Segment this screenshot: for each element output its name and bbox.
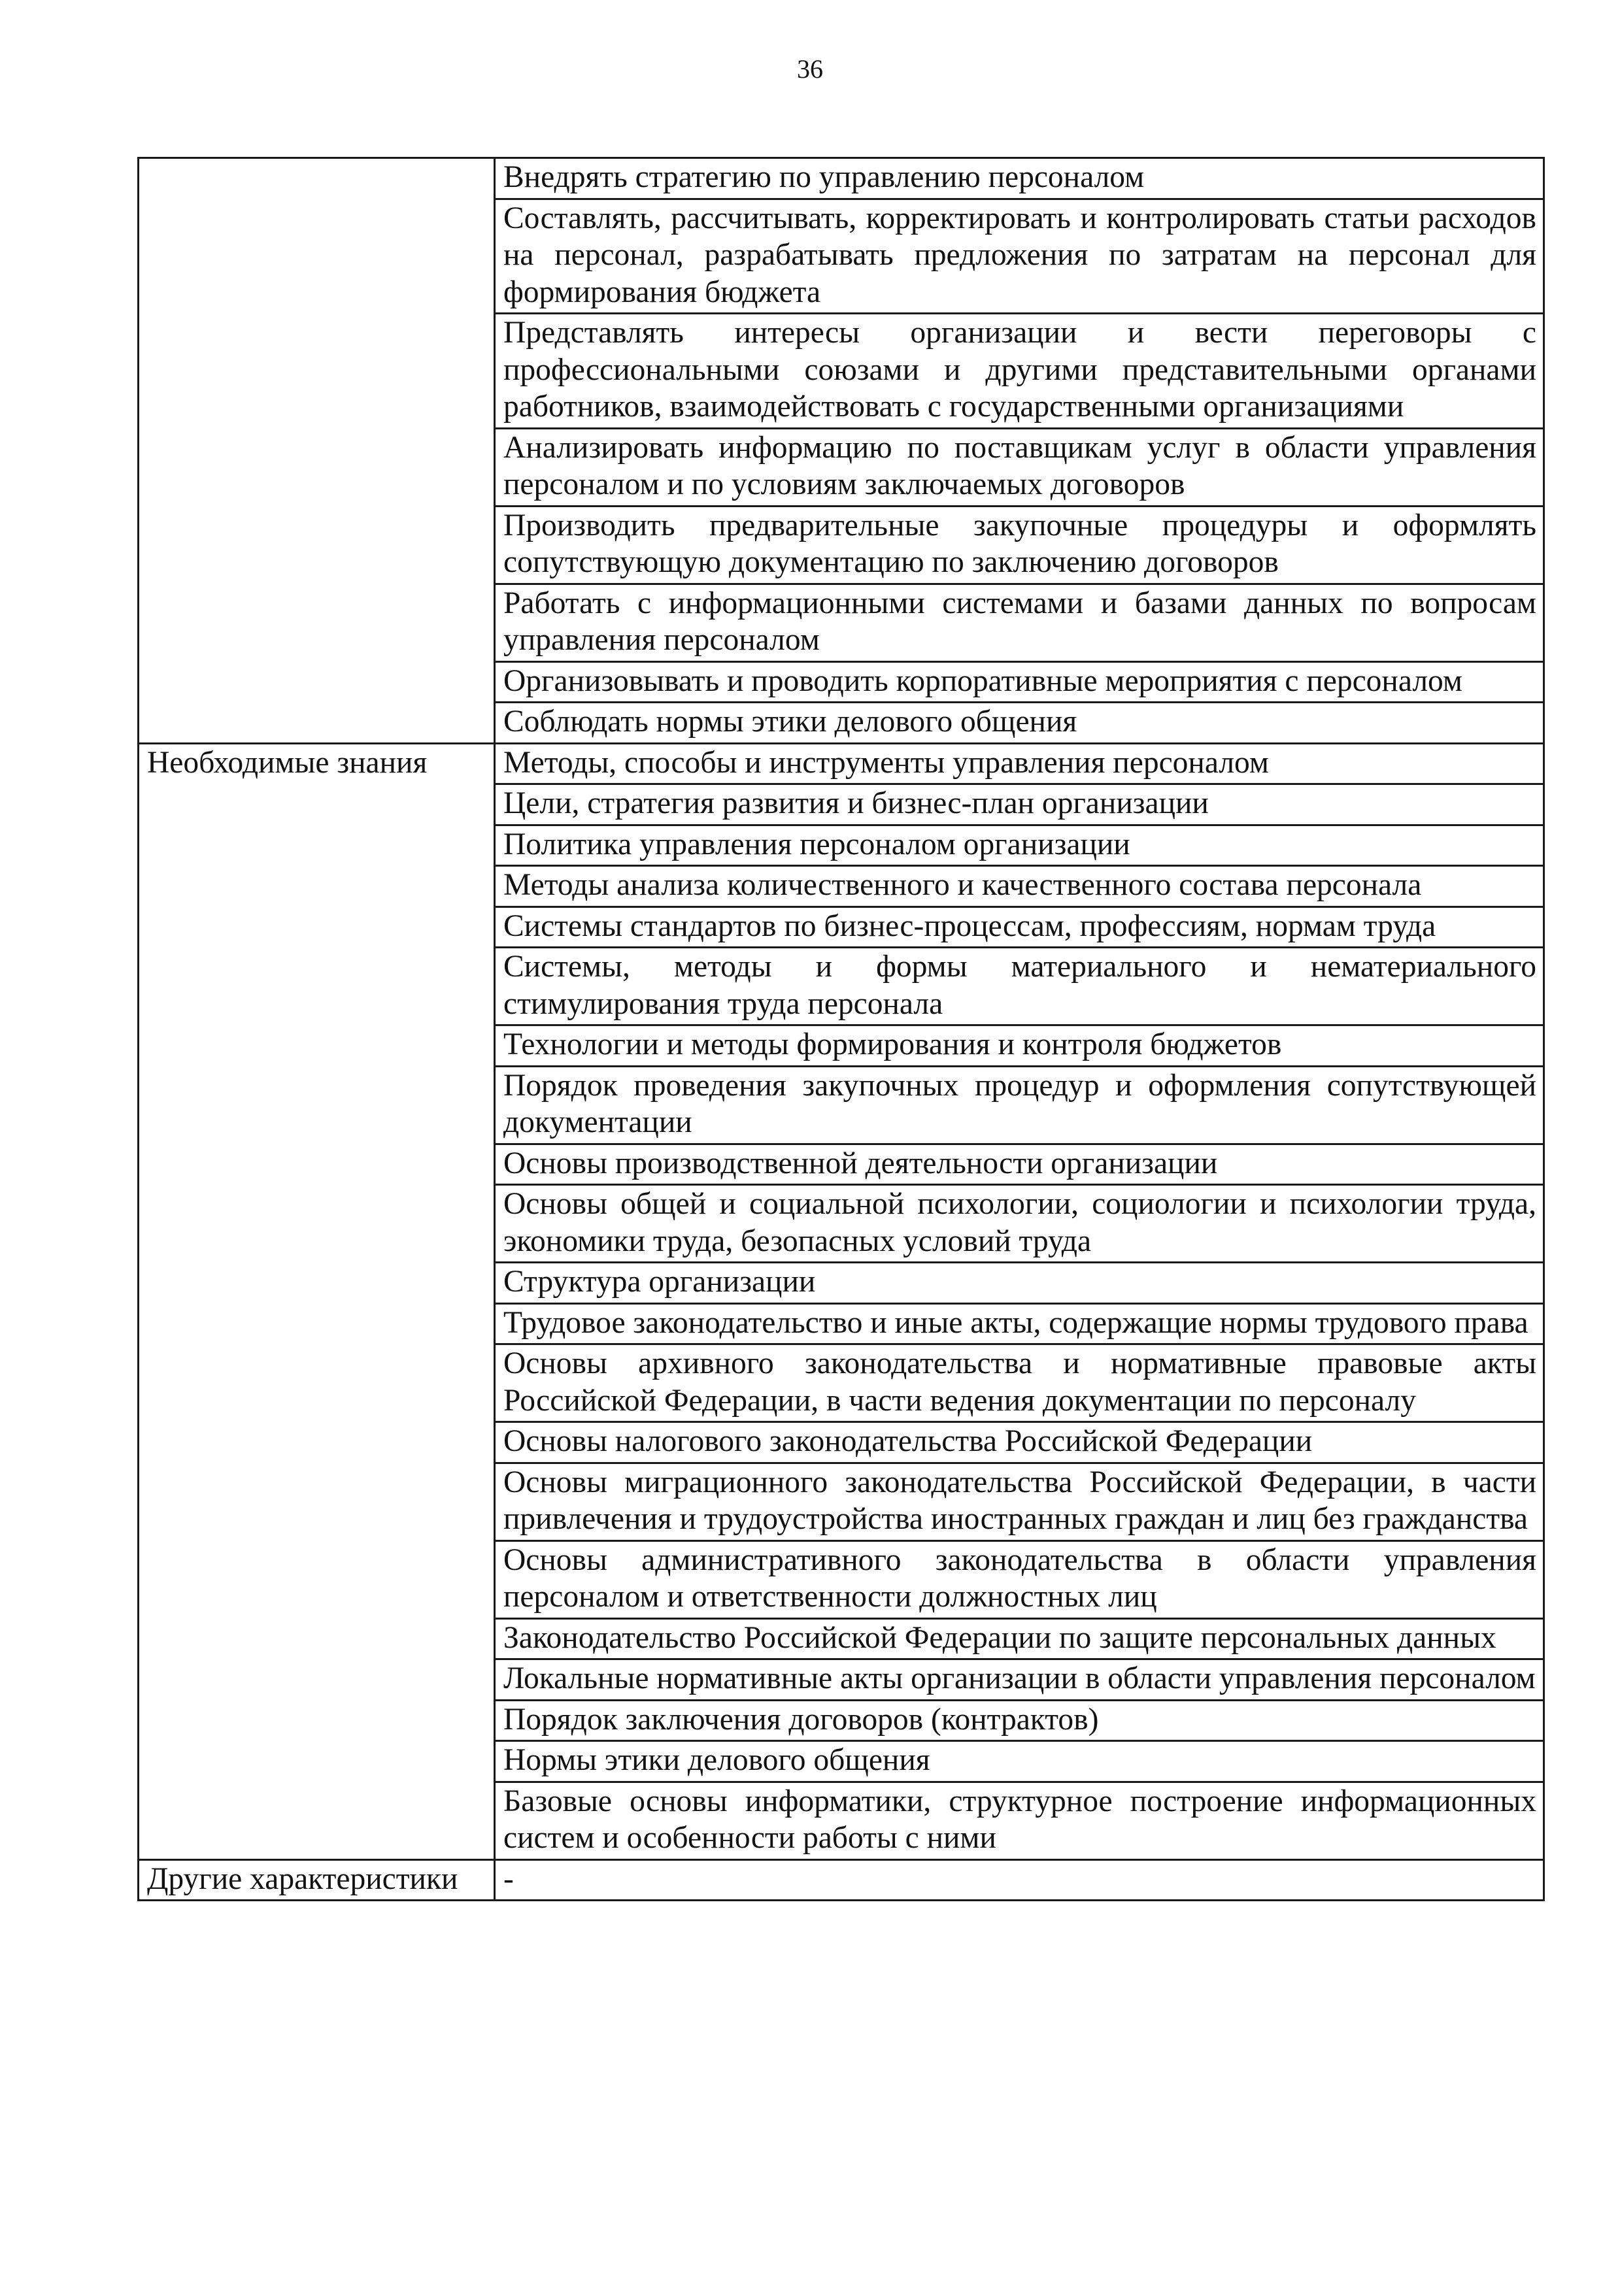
- row-value-cell: Методы, способы и инструменты управления персоналом: [495, 743, 1544, 784]
- other-characteristics-row: [139, 1859, 1544, 1901]
- knowledge-row: [139, 743, 1544, 784]
- row-value-cell: Системы, методы и формы материального и нематериального стимулирования труда персонала: [495, 948, 1544, 1025]
- row-value-cell: Организовывать и проводить корпоративные мероприятия с персоналом: [495, 661, 1544, 703]
- qualification-table: [137, 157, 1545, 1901]
- row-value-cell: Цели, стратегия развития и бизнес-план организации: [495, 784, 1544, 825]
- row-value-cell: Представлять интересы организации и вести переговоры с профессиональными союзами и другими представительными органами работников, взаимодействовать с государственными организациями: [495, 314, 1544, 429]
- row-value-cell: Основы миграционного законодательства Российской Федерации, в части привлечения и трудоустройства иностранных граждан и лиц без гражданства: [495, 1463, 1544, 1540]
- row-value-cell: Трудовое законодательство и иные акты, содержащие нормы трудового права: [495, 1303, 1544, 1344]
- row-value-cell: Методы анализа количественного и качественного состава персонала: [495, 866, 1544, 907]
- row-value-cell: Основы архивного законодательства и нормативные правовые акты Российской Федерации, в части ведения документации по персоналу: [495, 1344, 1544, 1422]
- skill-row: [139, 158, 1544, 199]
- row-value-cell: Локальные нормативные акты организации в области управления персоналом: [495, 1659, 1544, 1701]
- row-value-cell: Внедрять стратегию по управлению персоналом: [495, 158, 1544, 199]
- row-value-cell: Основы административного законодательства в области управления персоналом и ответственности должностных лиц: [495, 1540, 1544, 1618]
- row-label-cell: Необходимые знания: [139, 743, 495, 1859]
- row-label-cell: Другие характеристики: [139, 1859, 495, 1901]
- row-value-cell: Законодательство Российской Федерации по защите персональных данных: [495, 1618, 1544, 1659]
- row-value-cell: Работать с информационными системами и базами данных по вопросам управления персоналом: [495, 584, 1544, 661]
- row-value-cell: -: [495, 1859, 1544, 1901]
- row-value-cell: Производить предварительные закупочные процедуры и оформлять сопутствующую документацию по заключению договоров: [495, 506, 1544, 584]
- row-value-cell: Основы производственной деятельности организации: [495, 1144, 1544, 1185]
- row-label-cell: [139, 158, 495, 744]
- row-value-cell: Порядок проведения закупочных процедур и оформления сопутствующей документации: [495, 1066, 1544, 1144]
- row-value-cell: Анализировать информацию по поставщикам услуг в области управления персоналом и по условиям заключаемых договоров: [495, 428, 1544, 506]
- row-value-cell: Основы общей и социальной психологии, социологии и психологии труда, экономики труда, безопасных условий труда: [495, 1185, 1544, 1263]
- row-value-cell: Основы налогового законодательства Российской Федерации: [495, 1422, 1544, 1463]
- row-value-cell: Базовые основы информатики, структурное построение информационных систем и особенности работы с ними: [495, 1782, 1544, 1859]
- row-value-cell: Соблюдать нормы этики делового общения: [495, 703, 1544, 744]
- row-value-cell: Составлять, рассчитывать, корректировать и контролировать статьи расходов на персонал, разрабатывать предложения по затратам на персонал для формирования бюджета: [495, 199, 1544, 314]
- row-value-cell: Нормы этики делового общения: [495, 1741, 1544, 1782]
- row-value-cell: Структура организации: [495, 1263, 1544, 1304]
- page-number: 36: [797, 54, 823, 84]
- row-value-cell: Технологии и методы формирования и контроля бюджетов: [495, 1025, 1544, 1067]
- row-value-cell: Системы стандартов по бизнес-процессам, профессиям, нормам труда: [495, 907, 1544, 948]
- row-value-cell: Политика управления персоналом организации: [495, 825, 1544, 866]
- row-value-cell: Порядок заключения договоров (контрактов): [495, 1700, 1544, 1741]
